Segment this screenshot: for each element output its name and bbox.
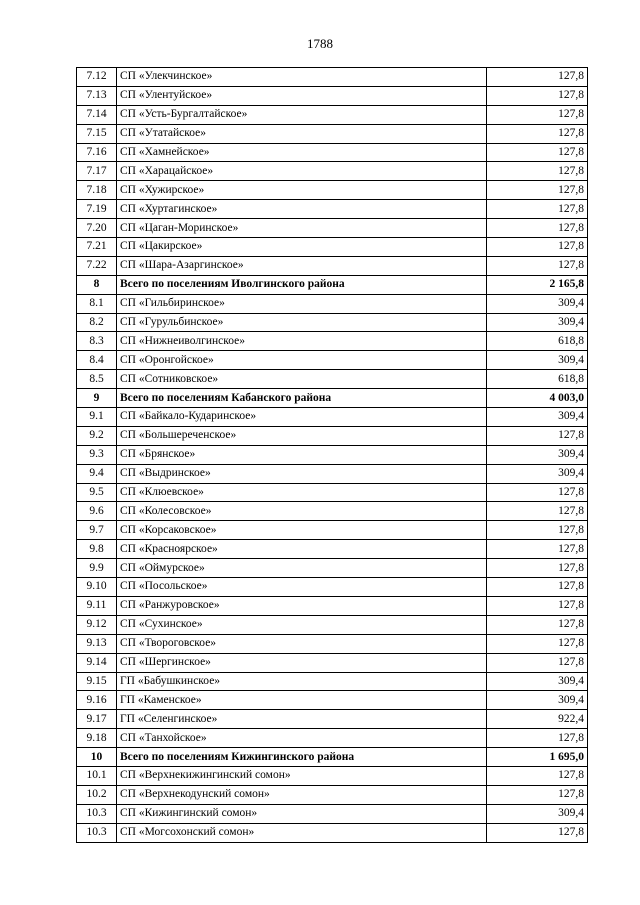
table-row bbox=[77, 540, 588, 559]
settlement-name: Всего по поселениям Иволгинского района bbox=[117, 275, 487, 294]
settlement-name: СП «Выдринское» bbox=[117, 464, 487, 483]
table-row bbox=[77, 653, 588, 672]
table-row bbox=[77, 426, 588, 445]
amount-value: 618,8 bbox=[487, 332, 588, 351]
amount-value: 127,8 bbox=[487, 634, 588, 653]
table-row bbox=[77, 691, 588, 710]
row-number: 7.21 bbox=[77, 238, 117, 257]
row-number: 8 bbox=[77, 275, 117, 294]
row-number: 10 bbox=[77, 748, 117, 767]
settlement-name: СП «Хужирское» bbox=[117, 181, 487, 200]
row-number: 9.1 bbox=[77, 408, 117, 427]
amount-value: 4 003,0 bbox=[487, 389, 588, 408]
table-row bbox=[77, 672, 588, 691]
settlement-name: СП «Хуртагинское» bbox=[117, 200, 487, 219]
settlement-name: СП «Харацайское» bbox=[117, 162, 487, 181]
row-number: 10.3 bbox=[77, 804, 117, 823]
table-row bbox=[77, 766, 588, 785]
table-row bbox=[77, 124, 588, 143]
row-number: 10.3 bbox=[77, 823, 117, 842]
settlement-name: СП «Оймурское» bbox=[117, 559, 487, 578]
amount-value: 309,4 bbox=[487, 351, 588, 370]
settlement-name: СП «Шара-Азаргинское» bbox=[117, 256, 487, 275]
row-number: 10.2 bbox=[77, 785, 117, 804]
settlement-name: СП «Цаган-Моринское» bbox=[117, 219, 487, 238]
table-row bbox=[77, 615, 588, 634]
settlement-name: СП «Утатайское» bbox=[117, 124, 487, 143]
table-row bbox=[77, 181, 588, 200]
row-number: 7.14 bbox=[77, 105, 117, 124]
table-row bbox=[77, 351, 588, 370]
settlement-name: ГП «Селенгинское» bbox=[117, 710, 487, 729]
amount-value: 127,8 bbox=[487, 578, 588, 597]
settlement-name: СП «Брянское» bbox=[117, 445, 487, 464]
settlement-name: СП «Кижингинский сомон» bbox=[117, 804, 487, 823]
amount-value: 127,8 bbox=[487, 540, 588, 559]
settlement-name: СП «Усть-Бургалтайское» bbox=[117, 105, 487, 124]
table-row bbox=[77, 105, 588, 124]
table-row bbox=[77, 785, 588, 804]
row-number: 7.19 bbox=[77, 200, 117, 219]
settlement-name: СП «Корсаковское» bbox=[117, 521, 487, 540]
row-number: 10.1 bbox=[77, 766, 117, 785]
amount-value: 309,4 bbox=[487, 445, 588, 464]
row-number: 9.12 bbox=[77, 615, 117, 634]
table-row bbox=[77, 68, 588, 87]
amount-value: 309,4 bbox=[487, 691, 588, 710]
row-number: 8.2 bbox=[77, 313, 117, 332]
row-number: 9.15 bbox=[77, 672, 117, 691]
amount-value: 309,4 bbox=[487, 408, 588, 427]
row-number: 9.8 bbox=[77, 540, 117, 559]
row-number: 8.1 bbox=[77, 294, 117, 313]
amount-value: 127,8 bbox=[487, 559, 588, 578]
table-row bbox=[77, 521, 588, 540]
amount-value: 127,8 bbox=[487, 521, 588, 540]
row-number: 9.18 bbox=[77, 729, 117, 748]
row-number: 7.18 bbox=[77, 181, 117, 200]
amount-value: 127,8 bbox=[487, 823, 588, 842]
settlement-name: СП «Большереченское» bbox=[117, 426, 487, 445]
table-row bbox=[77, 445, 588, 464]
amount-value: 127,8 bbox=[487, 143, 588, 162]
row-number: 7.22 bbox=[77, 256, 117, 275]
settlement-name: ГП «Бабушкинское» bbox=[117, 672, 487, 691]
table-row bbox=[77, 162, 588, 181]
settlement-name: СП «Верхнекодунский сомон» bbox=[117, 785, 487, 804]
page-number: 1788 bbox=[307, 36, 333, 51]
amount-value: 127,8 bbox=[487, 124, 588, 143]
table-row bbox=[77, 710, 588, 729]
settlement-name: СП «Шергинское» bbox=[117, 653, 487, 672]
row-number: 9.16 bbox=[77, 691, 117, 710]
row-number: 9.17 bbox=[77, 710, 117, 729]
table-row bbox=[77, 464, 588, 483]
settlement-name: СП «Посольское» bbox=[117, 578, 487, 597]
amount-value: 127,8 bbox=[487, 86, 588, 105]
amount-value: 127,8 bbox=[487, 105, 588, 124]
table-row bbox=[77, 86, 588, 105]
table-row bbox=[77, 596, 588, 615]
row-number: 9 bbox=[77, 389, 117, 408]
settlement-name: СП «Колесовское» bbox=[117, 502, 487, 521]
amount-value: 127,8 bbox=[487, 483, 588, 502]
settlement-name: СП «Гурульбинское» bbox=[117, 313, 487, 332]
settlement-name: СП «Твороговское» bbox=[117, 634, 487, 653]
amount-value: 127,8 bbox=[487, 68, 588, 87]
table-row bbox=[77, 143, 588, 162]
amount-value: 127,8 bbox=[487, 729, 588, 748]
allocation-table bbox=[76, 67, 588, 843]
table-row bbox=[77, 729, 588, 748]
settlement-name: СП «Улентуйское» bbox=[117, 86, 487, 105]
settlement-name: ГП «Каменское» bbox=[117, 691, 487, 710]
table-row bbox=[77, 823, 588, 842]
row-number: 9.11 bbox=[77, 596, 117, 615]
row-number: 7.17 bbox=[77, 162, 117, 181]
amount-value: 309,4 bbox=[487, 313, 588, 332]
amount-value: 127,8 bbox=[487, 162, 588, 181]
table-row bbox=[77, 578, 588, 597]
settlement-name: СП «Сухинское» bbox=[117, 615, 487, 634]
table-row bbox=[77, 256, 588, 275]
settlement-name: СП «Байкало-Кударинское» bbox=[117, 408, 487, 427]
row-number: 9.3 bbox=[77, 445, 117, 464]
table-row bbox=[77, 238, 588, 257]
amount-value: 127,8 bbox=[487, 256, 588, 275]
amount-value: 309,4 bbox=[487, 294, 588, 313]
table-row-total bbox=[77, 389, 588, 408]
settlement-name: СП «Нижнеиволгинское» bbox=[117, 332, 487, 351]
amount-value: 127,8 bbox=[487, 615, 588, 634]
table-row bbox=[77, 200, 588, 219]
row-number: 9.14 bbox=[77, 653, 117, 672]
table-row-total bbox=[77, 748, 588, 767]
settlement-name: Всего по поселениям Кижингинского района bbox=[117, 748, 487, 767]
settlement-name: СП «Улекчинское» bbox=[117, 68, 487, 87]
table-row bbox=[77, 483, 588, 502]
amount-value: 309,4 bbox=[487, 804, 588, 823]
amount-value: 309,4 bbox=[487, 464, 588, 483]
row-number: 7.13 bbox=[77, 86, 117, 105]
amount-value: 127,8 bbox=[487, 502, 588, 521]
settlement-name: СП «Клюевское» bbox=[117, 483, 487, 502]
table-row bbox=[77, 370, 588, 389]
amount-value: 127,8 bbox=[487, 766, 588, 785]
table-body bbox=[77, 68, 588, 843]
amount-value: 127,8 bbox=[487, 219, 588, 238]
settlement-name: СП «Могсохонский сомон» bbox=[117, 823, 487, 842]
amount-value: 127,8 bbox=[487, 200, 588, 219]
row-number: 9.2 bbox=[77, 426, 117, 445]
row-number: 7.20 bbox=[77, 219, 117, 238]
row-number: 9.10 bbox=[77, 578, 117, 597]
table-row bbox=[77, 502, 588, 521]
amount-value: 2 165,8 bbox=[487, 275, 588, 294]
amount-value: 127,8 bbox=[487, 426, 588, 445]
table-row bbox=[77, 804, 588, 823]
settlement-name: СП «Гильбиринское» bbox=[117, 294, 487, 313]
row-number: 7.15 bbox=[77, 124, 117, 143]
table-row bbox=[77, 634, 588, 653]
amount-value: 922,4 bbox=[487, 710, 588, 729]
amount-value: 618,8 bbox=[487, 370, 588, 389]
table-row bbox=[77, 313, 588, 332]
settlement-name: СП «Сотниковское» bbox=[117, 370, 487, 389]
row-number: 9.5 bbox=[77, 483, 117, 502]
row-number: 9.4 bbox=[77, 464, 117, 483]
settlement-name: СП «Верхнекижингинский сомон» bbox=[117, 766, 487, 785]
table-row bbox=[77, 408, 588, 427]
table-row bbox=[77, 332, 588, 351]
row-number: 9.9 bbox=[77, 559, 117, 578]
amount-value: 127,8 bbox=[487, 238, 588, 257]
settlement-name: СП «Танхойское» bbox=[117, 729, 487, 748]
row-number: 7.12 bbox=[77, 68, 117, 87]
amount-value: 309,4 bbox=[487, 672, 588, 691]
row-number: 9.13 bbox=[77, 634, 117, 653]
table-row bbox=[77, 559, 588, 578]
amount-value: 127,8 bbox=[487, 596, 588, 615]
table-row bbox=[77, 219, 588, 238]
row-number: 8.3 bbox=[77, 332, 117, 351]
settlement-name: Всего по поселениям Кабанского района bbox=[117, 389, 487, 408]
row-number: 9.7 bbox=[77, 521, 117, 540]
settlement-name: СП «Ранжуровское» bbox=[117, 596, 487, 615]
table-row bbox=[77, 294, 588, 313]
table-row-total bbox=[77, 275, 588, 294]
amount-value: 127,8 bbox=[487, 653, 588, 672]
row-number: 8.5 bbox=[77, 370, 117, 389]
amount-value: 127,8 bbox=[487, 181, 588, 200]
row-number: 7.16 bbox=[77, 143, 117, 162]
settlement-name: СП «Оронгойское» bbox=[117, 351, 487, 370]
row-number: 9.6 bbox=[77, 502, 117, 521]
settlement-name: СП «Цакирское» bbox=[117, 238, 487, 257]
amount-value: 127,8 bbox=[487, 785, 588, 804]
row-number: 8.4 bbox=[77, 351, 117, 370]
settlement-name: СП «Красноярское» bbox=[117, 540, 487, 559]
settlement-name: СП «Хамнейское» bbox=[117, 143, 487, 162]
amount-value: 1 695,0 bbox=[487, 748, 588, 767]
